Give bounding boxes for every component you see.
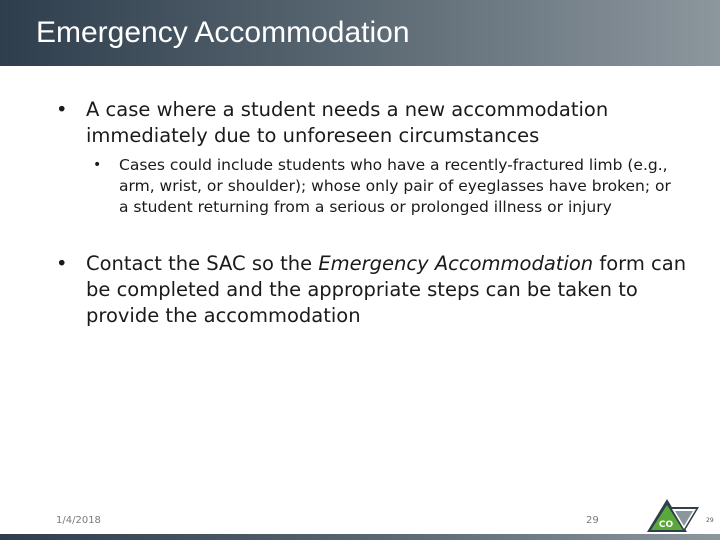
bottom-bar [0,534,720,540]
sub-bullet-1-text: Cases could include students who have a recently-fractured limb (e.g., arm, wrist, or shoulder); whose only pair of eyeglasses have broken; or a student returning from a serious or prolonged illness or injury [119,156,671,216]
bullet-2-text-after: form can be completed and the appropriate steps can be taken to provide the accommodation [86,252,687,327]
bullet-marker: • [56,98,68,121]
bullet-2-text-before: Contact the SAC so the [86,252,319,275]
sub-bullet-1 [93,155,679,218]
bullet-2 [56,251,696,329]
bullet-1-text: A case where a student needs a new accommodation immediately due to unforeseen circumstances [86,98,609,147]
bullet-marker: • [56,252,68,275]
logo-text: CO [658,520,674,530]
footer-date: 1/4/2018 [56,515,101,526]
colorado-department-of-education-logo [645,497,701,533]
small-page-number: 29 [706,517,714,524]
footer-page-number: 29 [586,515,599,526]
slide-title: Emergency Accommodation [36,16,410,49]
sub-bullet-marker: • [93,157,102,173]
bullet-2-text-italic: Emergency Accommodation [318,252,594,275]
bullet-1 [56,97,696,149]
